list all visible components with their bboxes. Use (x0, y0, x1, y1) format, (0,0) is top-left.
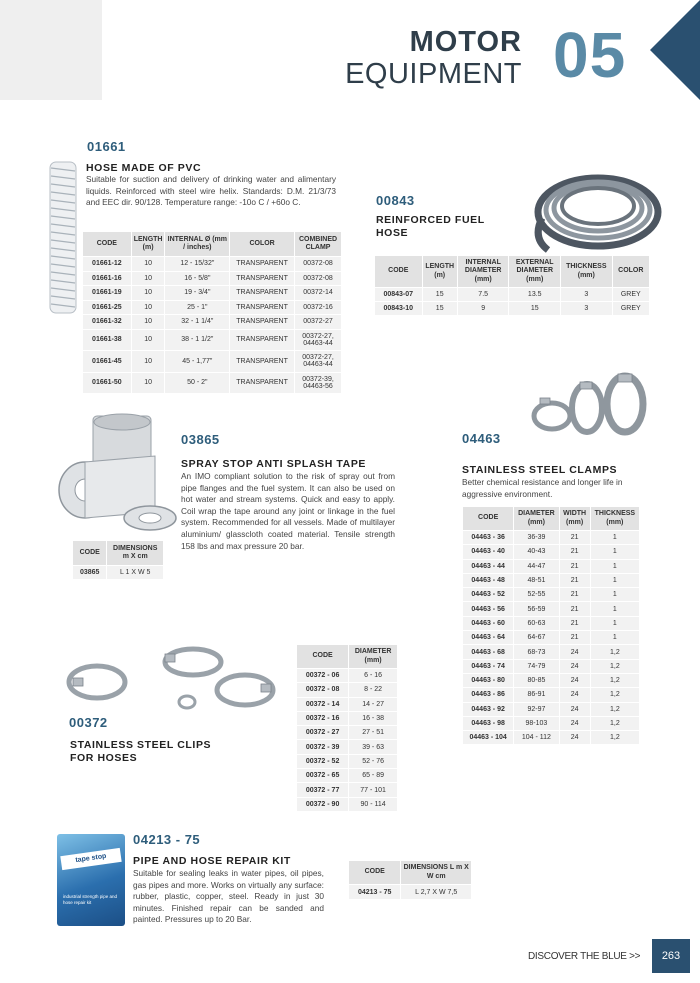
table-cell: 19 - 3/4" (165, 286, 229, 300)
table-cell: 60-63 (514, 617, 558, 630)
table-cell: 01661-45 (83, 351, 131, 372)
table-cell: 04463 - 104 (463, 731, 513, 744)
table-cell: 104 - 112 (514, 731, 558, 744)
table-cell: 21 (560, 531, 590, 544)
table-cell: 00372-27 (295, 315, 341, 329)
table-row (83, 272, 341, 286)
table-cell: 00372-08 (295, 272, 341, 286)
table-cell: 01661-19 (83, 286, 131, 300)
spray-stop-tape-image (55, 412, 180, 537)
table-cell: 01661-32 (83, 315, 131, 329)
header-title-motor: MOTOR (409, 26, 522, 58)
table-cell: TRANSPARENT (230, 301, 294, 315)
table-cell: 52 - 76 (349, 755, 397, 768)
table-row (463, 717, 639, 730)
table-cell: 1,2 (591, 645, 639, 658)
col-header: CODE (73, 541, 106, 565)
table-cell: 1 (591, 602, 639, 615)
table-cell: 04463 - 92 (463, 703, 513, 716)
table-cell: 00372 - 77 (297, 783, 348, 796)
table-cell: 00372 - 06 (297, 669, 348, 682)
product-desc-repair-kit: Suitable for sealing leaks in water pipes, oil pipes, gas pipes and more. Works on virtually any surface: rubber, plastic, copper, steel. Ready in just 30 minutes. Finished repair can be sanded and painted. Pressures up to 20 Bar. (133, 868, 324, 925)
section-number: 05 (553, 19, 627, 91)
table-cell: TRANSPARENT (230, 286, 294, 300)
product-desc-spray-tape: An IMO compliant solution to the risk of spray out from pipe flanges and the fuel system. It can also be used on hot water and stream systems. Quick and easy to apply. Coil wrap the tape around any joint or linkage in the fuel system. Recommended for all vessels. Made of multilayer aluminium/ glasscloth coated material. Tensile strength 158 lbs and max pressure 20 bar. (181, 471, 395, 551)
spec-table-03865 (72, 540, 164, 580)
table-cell: 00372 - 14 (297, 698, 348, 711)
table-cell: 00372-14 (295, 286, 341, 300)
pvc-hose-image (48, 160, 78, 315)
table-cell: 10 (132, 257, 165, 271)
product-title-clips: STAINLESS STEEL CLIPS FOR HOSES (70, 739, 212, 764)
table-cell: 38 - 1 1/2" (165, 330, 229, 351)
table-row (297, 726, 397, 739)
table-cell: 04463 - 86 (463, 688, 513, 701)
table-row (463, 703, 639, 716)
table-cell: 00372 - 08 (297, 683, 348, 696)
table-cell: 21 (560, 560, 590, 573)
spec-table-00372 (296, 644, 398, 812)
table-cell: 6 - 16 (349, 669, 397, 682)
table-row (463, 560, 639, 573)
table-cell: 15 (509, 302, 560, 315)
table-row (297, 769, 397, 782)
table-cell: 1 (591, 588, 639, 601)
table-cell: 1,2 (591, 688, 639, 701)
table-row (463, 688, 639, 701)
table-cell: 36-39 (514, 531, 558, 544)
table-cell: 44-47 (514, 560, 558, 573)
table-cell: TRANSPARENT (230, 351, 294, 372)
product-title-clamps: STAINLESS STEEL CLAMPS (462, 464, 618, 476)
table-cell: 00372-08 (295, 257, 341, 271)
product-code-00372: 00372 (69, 715, 108, 730)
table-cell: 14 - 27 (349, 698, 397, 711)
col-header: LENGTH (m) (132, 232, 165, 256)
product-code-04213: 04213 - 75 (133, 832, 201, 847)
table-cell: 04463 - 64 (463, 631, 513, 644)
table-cell: 15 (423, 288, 457, 301)
table-cell: 1 (591, 531, 639, 544)
col-header: CODE (463, 507, 513, 530)
table-cell: 00372 - 52 (297, 755, 348, 768)
table-row (463, 531, 639, 544)
table-cell: TRANSPARENT (230, 272, 294, 286)
table-cell: 32 - 1 1/4" (165, 315, 229, 329)
table-cell: 12 - 15/32" (165, 257, 229, 271)
product-desc-clamps: Better chemical resistance and longer life in aggressive environment. (462, 477, 623, 499)
table-cell: 27 - 51 (349, 726, 397, 739)
table-cell: 21 (560, 602, 590, 615)
table-cell: 56-59 (514, 602, 558, 615)
table-row (463, 617, 639, 630)
table-cell: TRANSPARENT (230, 257, 294, 271)
table-cell: 04463 - 68 (463, 645, 513, 658)
table-cell: 1,2 (591, 703, 639, 716)
col-header: DIAMETER (mm) (514, 507, 558, 530)
col-header: CODE (297, 645, 348, 668)
col-header: DIMENSIONS L m X W cm (401, 861, 471, 884)
footer-tagline: DISCOVER THE BLUE >> (528, 951, 641, 962)
table-row (349, 885, 471, 899)
table-row (83, 330, 341, 351)
table-cell: 24 (560, 688, 590, 701)
header-corner-block (0, 0, 102, 100)
table-cell: 13.5 (509, 288, 560, 301)
page-number: 263 (652, 939, 690, 973)
package-text: industrial strength pipe and hose repair kit (63, 894, 118, 905)
table-row (463, 602, 639, 615)
table-row (83, 351, 341, 372)
product-title-pvc-hose: HOSE MADE OF PVC (86, 162, 202, 174)
table-cell: TRANSPARENT (230, 373, 294, 394)
table-row (463, 631, 639, 644)
table-cell: 10 (132, 286, 165, 300)
table-row (297, 698, 397, 711)
table-row (83, 301, 341, 315)
table-cell: 04463 - 74 (463, 660, 513, 673)
table-row (83, 315, 341, 329)
table-cell: 10 (132, 315, 165, 329)
table-cell: 10 (132, 272, 165, 286)
steel-clips-image (65, 640, 280, 715)
table-cell: 1,2 (591, 717, 639, 730)
col-header: DIMENSIONS m X cm (107, 541, 163, 565)
table-cell: GREY (613, 288, 649, 301)
table-cell: 04463 - 80 (463, 674, 513, 687)
table-cell: 04463 - 56 (463, 602, 513, 615)
spec-table-04463 (462, 506, 640, 745)
table-cell: 00372-39, 04463-56 (295, 373, 341, 394)
table-cell: 04463 - 60 (463, 617, 513, 630)
table-cell: 01661-16 (83, 272, 131, 286)
table-row (297, 669, 397, 682)
table-cell: 25 - 1" (165, 301, 229, 315)
table-cell: 00372-16 (295, 301, 341, 315)
table-row (463, 731, 639, 744)
stainless-clamps-image (530, 370, 650, 440)
table-cell: 68-73 (514, 645, 558, 658)
product-title-spray-tape: SPRAY STOP ANTI SPLASH TAPE (181, 458, 367, 470)
table-cell: 1 (591, 560, 639, 573)
table-cell: 21 (560, 574, 590, 587)
table-cell: 1 (591, 617, 639, 630)
table-cell: 52-55 (514, 588, 558, 601)
table-cell: 86-91 (514, 688, 558, 701)
table-row (297, 798, 397, 811)
table-cell: 10 (132, 373, 165, 394)
table-row (73, 566, 163, 579)
table-cell: 1,2 (591, 660, 639, 673)
table-cell: 77 - 101 (349, 783, 397, 796)
table-cell: 03865 (73, 566, 106, 579)
col-header: CODE (375, 256, 422, 287)
product-code-03865: 03865 (181, 432, 220, 447)
table-cell: 7.5 (458, 288, 509, 301)
table-cell: 9 (458, 302, 509, 315)
col-header: COMBINED CLAMP (295, 232, 341, 256)
table-cell: 00372-27, 04463-44 (295, 351, 341, 372)
col-header: DIAMETER (mm) (349, 645, 397, 668)
table-row (83, 257, 341, 271)
product-code-04463: 04463 (462, 431, 501, 446)
product-desc-pvc-hose: Suitable for suction and delivery of drinking water and alimentary liquids. Reinforced with steel wire helix. Standards: D.M. 21/3/73 and EEC dir. 90/128. Temperature range: -10o C / +60o C. (86, 174, 336, 208)
table-row (83, 286, 341, 300)
col-header: LENGTH (m) (423, 256, 457, 287)
spec-table-04213 (348, 860, 472, 900)
table-cell: 21 (560, 617, 590, 630)
table-cell: 04463 - 36 (463, 531, 513, 544)
col-header: WIDTH (mm) (560, 507, 590, 530)
table-cell: 92-97 (514, 703, 558, 716)
header-triangle-icon (650, 0, 700, 100)
col-header: INTERNAL Ø (mm / inches) (165, 232, 229, 256)
table-cell: 00372 - 16 (297, 712, 348, 725)
table-cell: 01661-25 (83, 301, 131, 315)
table-cell: 00372 - 65 (297, 769, 348, 782)
table-row (463, 674, 639, 687)
table-cell: 16 - 38 (349, 712, 397, 725)
table-cell: 21 (560, 545, 590, 558)
table-cell: 10 (132, 351, 165, 372)
table-row (297, 740, 397, 753)
table-cell: 45 - 1,77" (165, 351, 229, 372)
table-row (463, 645, 639, 658)
header-title-equipment: EQUIPMENT (345, 58, 522, 90)
repair-kit-package-image (57, 834, 125, 926)
table-row (297, 755, 397, 768)
table-cell: TRANSPARENT (230, 330, 294, 351)
table-row (297, 683, 397, 696)
table-cell: 3 (561, 288, 612, 301)
table-cell: GREY (613, 302, 649, 315)
table-cell: 24 (560, 731, 590, 744)
table-cell: 10 (132, 301, 165, 315)
table-cell: 04213 - 75 (349, 885, 400, 899)
table-row (463, 660, 639, 673)
table-row (83, 373, 341, 394)
col-header: CODE (349, 861, 400, 884)
product-code-01661: 01661 (87, 139, 126, 154)
table-cell: 1 (591, 574, 639, 587)
package-brand-label: tape stop (60, 848, 121, 870)
table-row (463, 588, 639, 601)
table-cell: L 2,7 X W 7,5 (401, 885, 471, 899)
table-cell: 1 (591, 631, 639, 644)
table-cell: 3 (561, 302, 612, 315)
table-cell: 01661-50 (83, 373, 131, 394)
table-row (375, 288, 649, 301)
table-cell: 04463 - 40 (463, 545, 513, 558)
table-cell: 00372-27, 04463-44 (295, 330, 341, 351)
spec-table-00843 (374, 255, 650, 316)
table-cell: 00843-10 (375, 302, 422, 315)
table-row (463, 574, 639, 587)
table-cell: 16 - 5/8" (165, 272, 229, 286)
table-cell: 50 - 2" (165, 373, 229, 394)
table-cell: 40-43 (514, 545, 558, 558)
table-cell: 98-103 (514, 717, 558, 730)
product-title-fuel-hose: REINFORCED FUEL HOSE (376, 214, 485, 239)
table-cell: 74-79 (514, 660, 558, 673)
table-cell: 04463 - 52 (463, 588, 513, 601)
table-row (463, 545, 639, 558)
table-cell: 00372 - 27 (297, 726, 348, 739)
table-cell: L 1 X W 5 (107, 566, 163, 579)
table-row (375, 302, 649, 315)
table-cell: 64-67 (514, 631, 558, 644)
table-cell: 24 (560, 717, 590, 730)
table-cell: 48-51 (514, 574, 558, 587)
product-code-00843: 00843 (376, 193, 415, 208)
col-header: COLOR (613, 256, 649, 287)
col-header: INTERNAL DIAMETER (mm) (458, 256, 509, 287)
table-cell: 04463 - 98 (463, 717, 513, 730)
spec-table-01661 (82, 231, 342, 394)
table-cell: 21 (560, 631, 590, 644)
product-title-repair-kit: PIPE AND HOSE REPAIR KIT (133, 855, 291, 867)
table-cell: 24 (560, 645, 590, 658)
table-cell: 01661-38 (83, 330, 131, 351)
table-cell: 00843-07 (375, 288, 422, 301)
fuel-hose-coil-image (528, 160, 668, 260)
table-cell: 24 (560, 703, 590, 716)
table-cell: 01661-12 (83, 257, 131, 271)
table-cell: 24 (560, 674, 590, 687)
table-cell: 04463 - 44 (463, 560, 513, 573)
table-row (297, 712, 397, 725)
table-cell: 04463 - 48 (463, 574, 513, 587)
table-cell: 90 - 114 (349, 798, 397, 811)
table-row (297, 783, 397, 796)
col-header: EXTERNAL DIAMETER (mm) (509, 256, 560, 287)
table-cell: 1,2 (591, 674, 639, 687)
table-cell: 65 - 89 (349, 769, 397, 782)
table-cell: 10 (132, 330, 165, 351)
table-cell: TRANSPARENT (230, 315, 294, 329)
table-cell: 1,2 (591, 731, 639, 744)
table-cell: 80-85 (514, 674, 558, 687)
table-cell: 21 (560, 588, 590, 601)
table-cell: 00372 - 90 (297, 798, 348, 811)
table-cell: 39 - 63 (349, 740, 397, 753)
table-cell: 15 (423, 302, 457, 315)
col-header: THICKNESS (mm) (591, 507, 639, 530)
col-header: THICKNESS (mm) (561, 256, 612, 287)
col-header: COLOR (230, 232, 294, 256)
table-cell: 00372 - 39 (297, 740, 348, 753)
table-cell: 24 (560, 660, 590, 673)
table-cell: 1 (591, 545, 639, 558)
col-header: CODE (83, 232, 131, 256)
table-cell: 8 - 22 (349, 683, 397, 696)
